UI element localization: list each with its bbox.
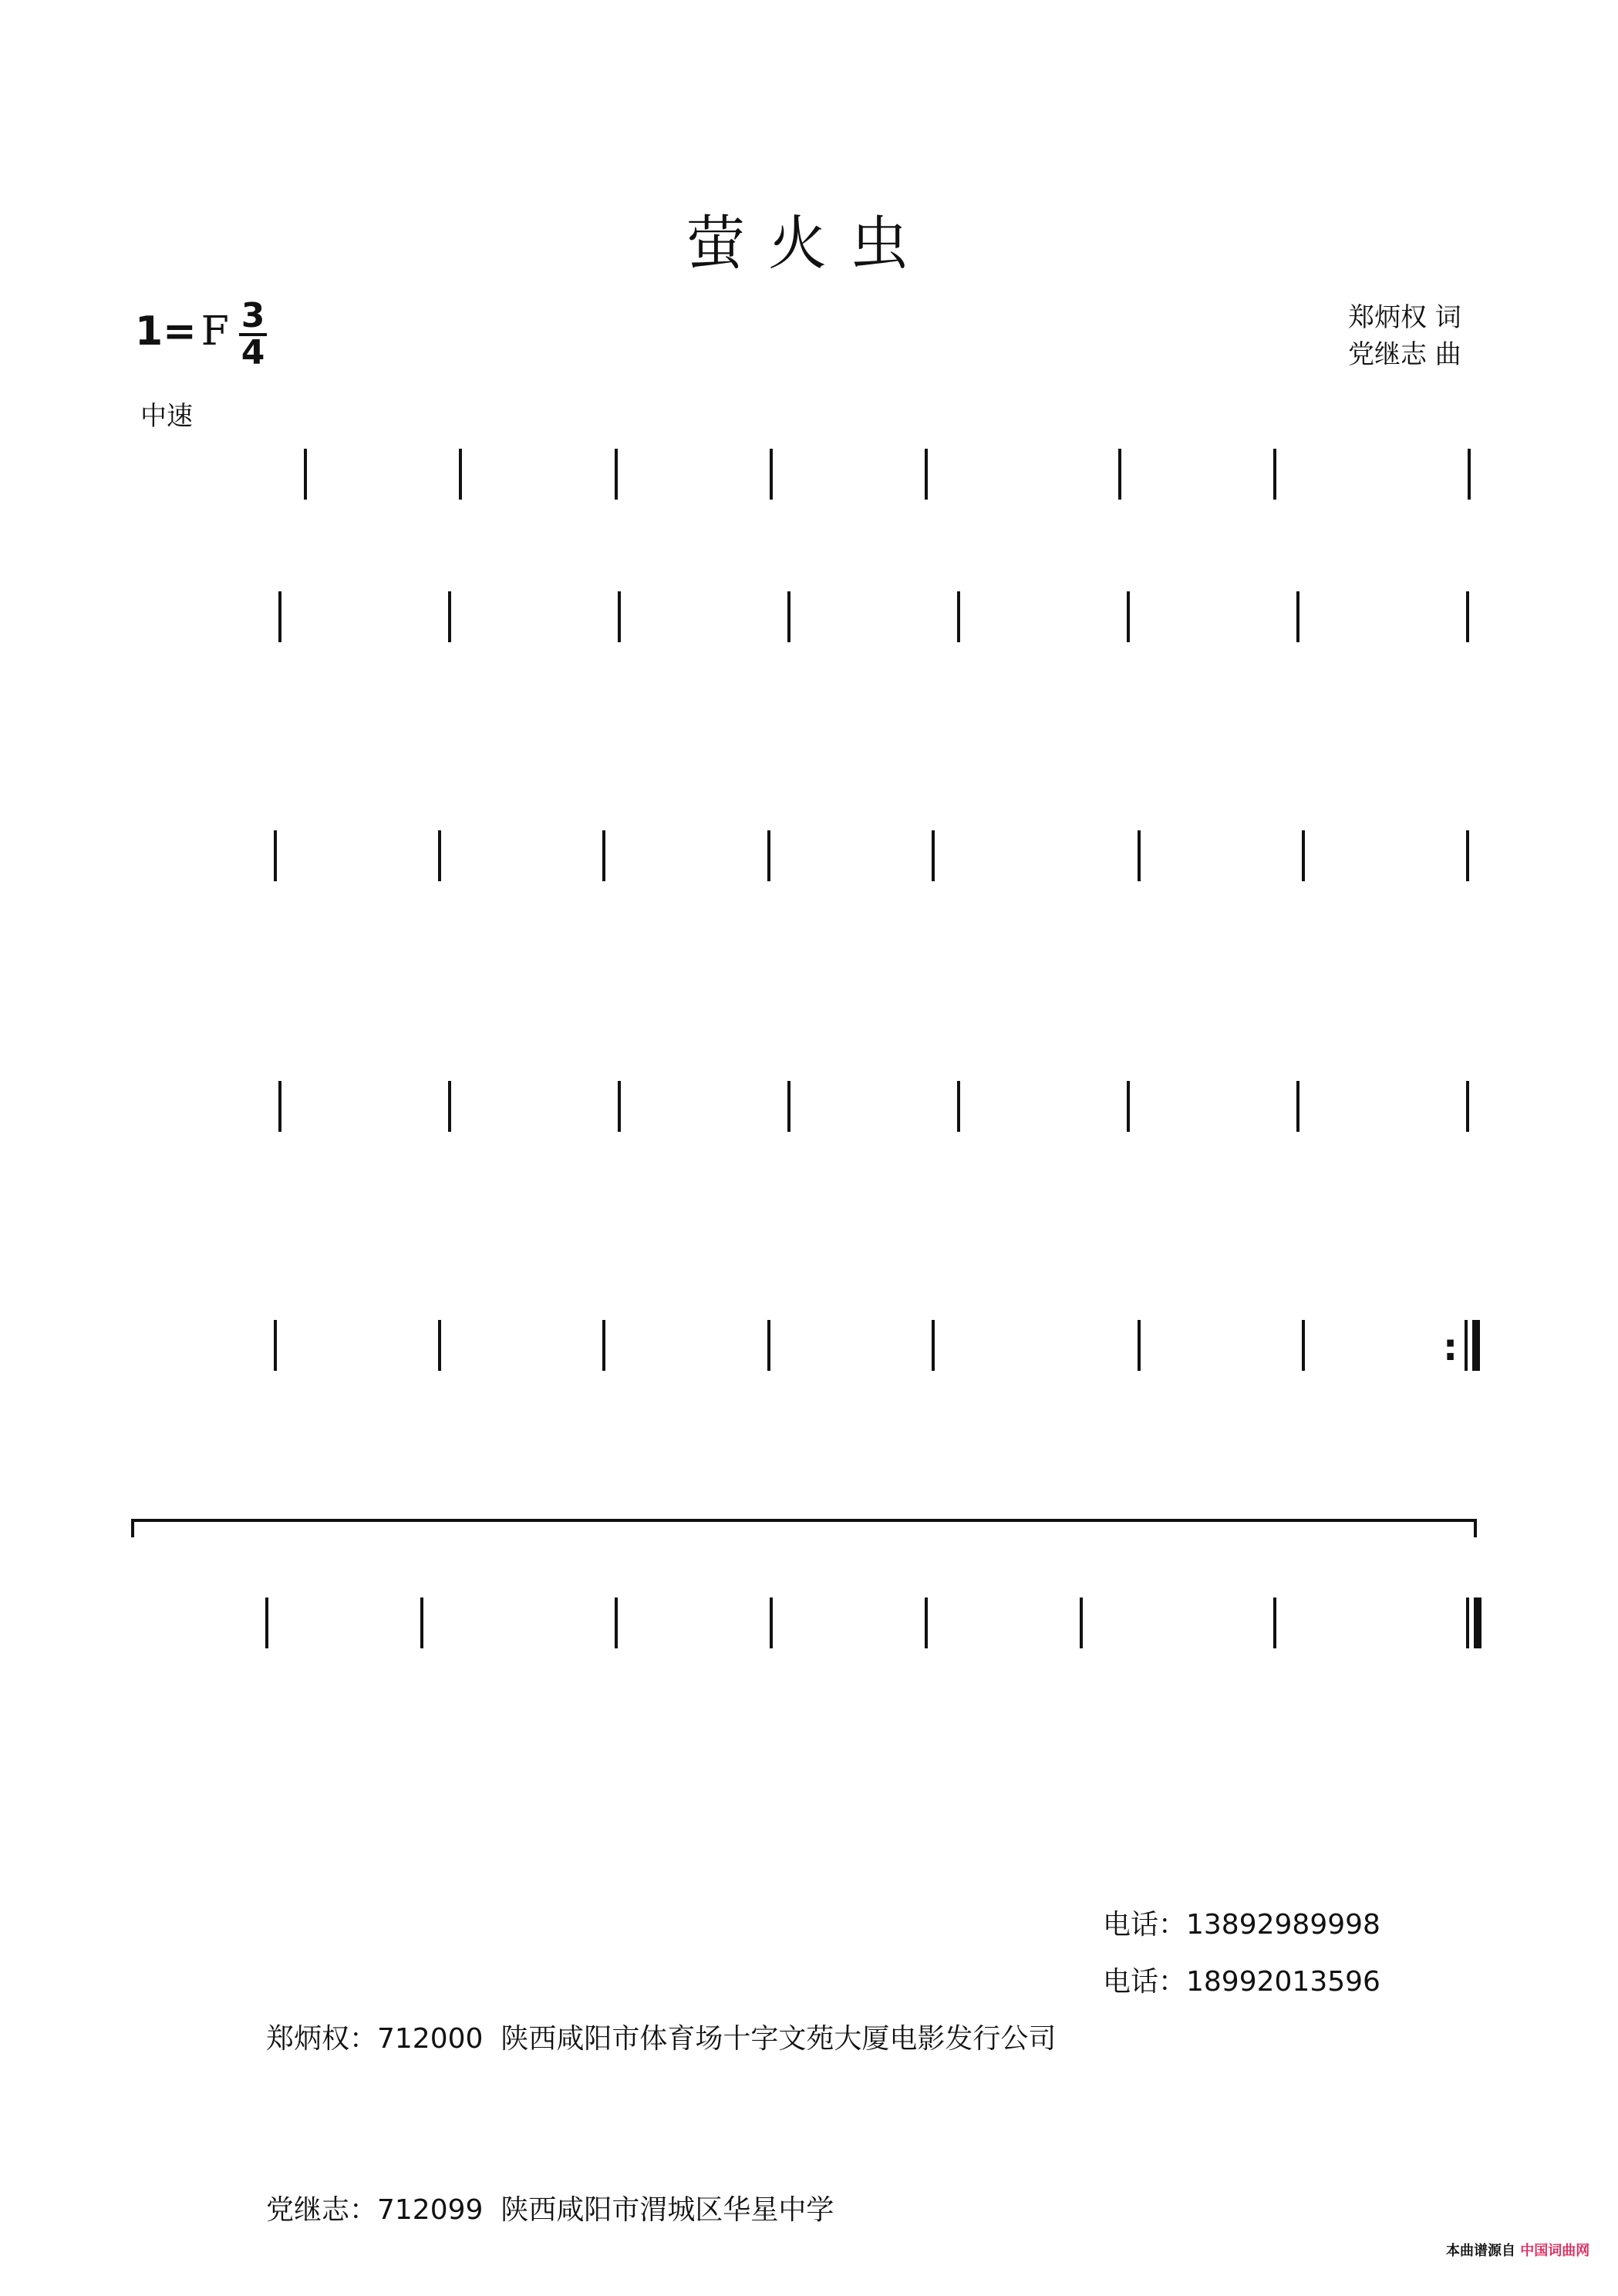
bar-line [1468,449,1471,500]
bar-line [925,1597,928,1648]
bar-line [770,1597,773,1648]
source-prefix: 本曲谱源自 [1446,2243,1515,2259]
bar-line [278,591,281,642]
bar-line [957,591,960,642]
repeat-dots: : [1443,1326,1458,1369]
lyricist: 郑炳权 词 [1348,302,1461,333]
bar-line [618,591,621,642]
key-label: 1= [135,308,197,355]
time-signature-top: 3 [239,299,267,336]
bar-line [459,449,462,500]
footer-phone-1: 电话：13892989998 [1103,1909,1380,1941]
final-bar-thick [1472,1320,1480,1371]
source-credit [1446,2240,1589,2260]
bar-line [770,449,773,500]
footer-contacts [266,1897,1056,2296]
bar-line [932,1320,935,1371]
bar-line [448,591,451,642]
bar-line [957,1081,960,1132]
footer-phones [1103,1897,1380,2011]
bar-line [925,449,928,500]
bar-line [274,1320,277,1371]
song-title: 萤火虫 [686,209,932,278]
bar-line [1296,591,1299,642]
time-signature [239,296,267,372]
bar-line [265,1597,268,1648]
bar-line [1127,1081,1130,1132]
key-signature [135,308,229,355]
ending-bracket [131,1519,1477,1522]
bar-line [767,1320,770,1371]
bar-line [1302,1320,1305,1371]
final-bar-thick [1474,1597,1481,1648]
bar-line [438,830,441,881]
bar-line [1138,830,1141,881]
composer: 党继志 曲 [1348,339,1461,370]
bar-line [1273,1597,1276,1648]
bar-line [1138,1320,1141,1371]
bar-line [274,830,277,881]
bar-line [615,449,618,500]
bar-line [615,1597,618,1648]
time-signature-bottom: 4 [241,333,265,372]
final-bar-thin [1465,1320,1468,1371]
key-note: F [201,308,229,355]
bar-line [932,830,935,881]
bar-line [787,1081,790,1132]
bar-line [787,591,790,642]
footer-phone-2: 电话：18992013596 [1103,1966,1380,1998]
footer-line-1: 郑炳权：712000 陕西咸阳市体育场十字文苑大厦电影发行公司 [266,2023,1057,2055]
bar-line [1296,1081,1299,1132]
tempo-marking: 中速 [140,401,193,432]
bar-line [1127,591,1130,642]
credits [1348,299,1461,373]
bar-line [1080,1597,1083,1648]
bar-line [618,1081,621,1132]
footer-line-2: 党继志：712099 陕西咸阳市渭城区华星中学 [266,2194,834,2226]
source-site: 中国词曲网 [1520,2243,1590,2259]
bar-line [602,830,605,881]
bar-line [1466,1081,1469,1132]
bar-line [278,1081,281,1132]
bar-line [767,830,770,881]
bar-line [1302,830,1305,881]
ending-bracket-left [131,1519,134,1537]
bar-line [1466,830,1469,881]
bar-line [304,449,307,500]
bar-line [420,1597,423,1648]
bar-line [448,1081,451,1132]
bar-line [1273,449,1276,500]
bar-line [1118,449,1121,500]
bar-line [438,1320,441,1371]
ending-bracket-right [1474,1519,1477,1537]
bar-line [602,1320,605,1371]
bar-line [1466,591,1469,642]
final-bar-thin [1466,1597,1469,1648]
